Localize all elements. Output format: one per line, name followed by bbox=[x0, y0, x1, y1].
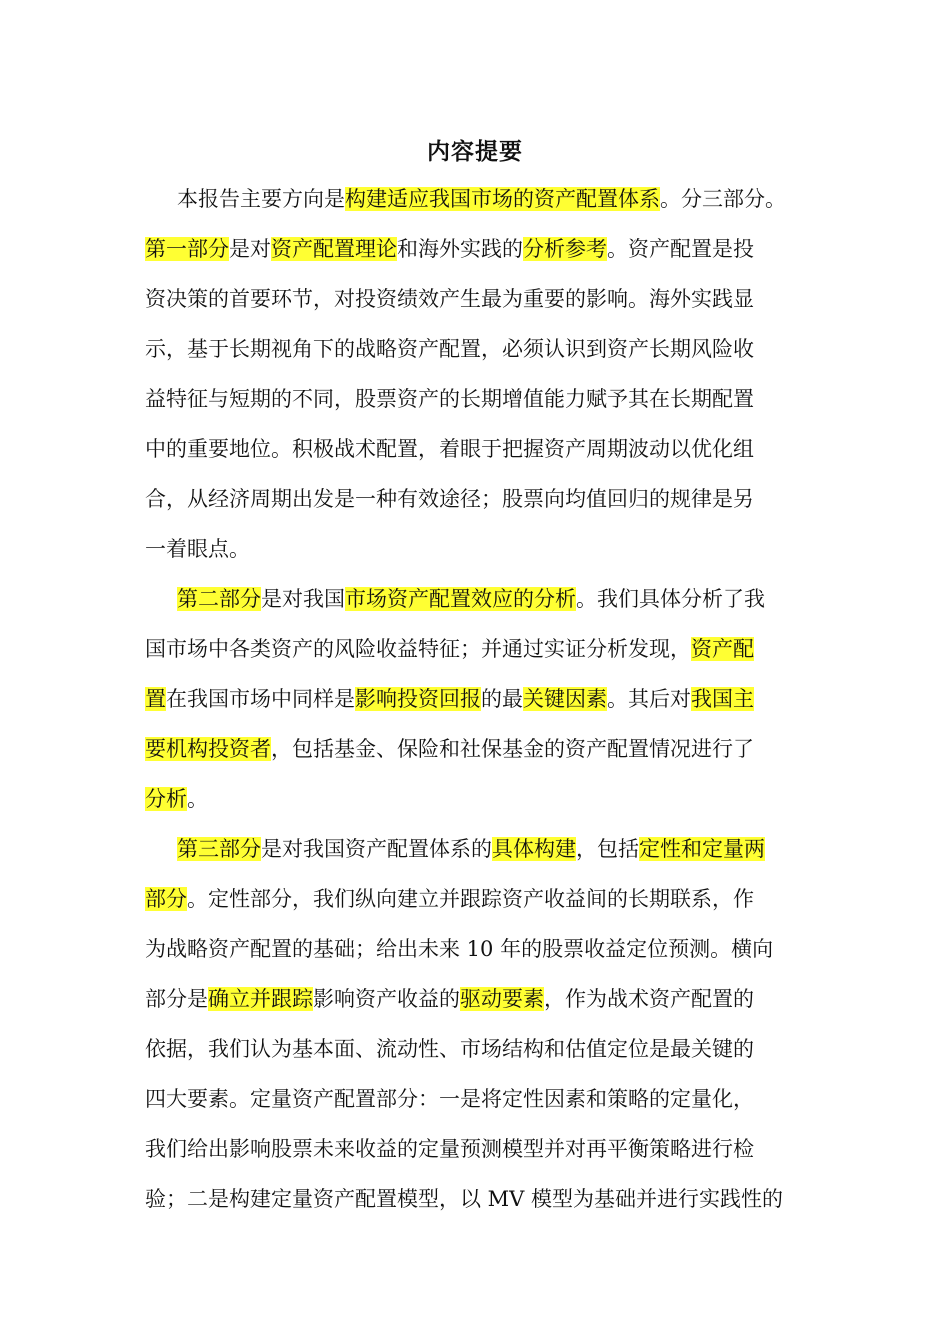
highlighted-text: 第一部分 bbox=[145, 237, 229, 261]
text-segment: 本报告主要方向是 bbox=[177, 187, 345, 211]
text-segment: 我们给出影响股票未来收益的定量预测模型并对再平衡策略进行检 bbox=[145, 1137, 754, 1161]
highlighted-text: 资产配 bbox=[691, 637, 754, 661]
highlighted-text: 关键因素 bbox=[523, 687, 607, 711]
text-segment: 为战略资产配置的基础；给出未来 10 年的股票收益定位预测。横向 bbox=[145, 937, 774, 961]
text-line-2 bbox=[145, 224, 845, 274]
text-segment: 合，从经济周期出发是一种有效途径；股票向均值回归的规律是另 bbox=[145, 487, 754, 511]
highlighted-text: 第三部分 bbox=[177, 837, 261, 861]
highlighted-text: 第二部分 bbox=[177, 587, 261, 611]
text-segment: ，包括 bbox=[576, 837, 639, 861]
highlighted-text: 构建适应我国市场的资产配置体系 bbox=[345, 187, 660, 211]
highlighted-text: 要机构投资者 bbox=[145, 737, 271, 761]
text-segment: 四大要素。定量资产配置部分：一是将定性因素和策略的定量化， bbox=[145, 1087, 754, 1111]
highlighted-text: 市场资产配置效应的分析 bbox=[345, 587, 576, 611]
text-segment: 。 bbox=[187, 787, 208, 811]
text-segment: ，包括基金、保险和社保基金的资产配置情况进行了 bbox=[271, 737, 754, 761]
text-line-4 bbox=[145, 324, 845, 374]
highlighted-text: 具体构建 bbox=[492, 837, 576, 861]
text-segment: 是对我国 bbox=[261, 587, 345, 611]
text-segment: 验；二是构建定量资产配置模型，以 MV 模型为基础并进行实践性的 bbox=[145, 1187, 784, 1211]
text-segment: 一着眼点。 bbox=[145, 537, 250, 561]
text-line-9 bbox=[177, 574, 877, 624]
text-line-14 bbox=[177, 824, 877, 874]
text-line-15 bbox=[145, 874, 845, 924]
text-line-5 bbox=[145, 374, 845, 424]
text-segment: 影响资产收益的 bbox=[313, 987, 460, 1011]
text-line-3 bbox=[145, 274, 845, 324]
highlighted-text: 分析参考 bbox=[523, 237, 607, 261]
text-segment: 是对我国资产配置体系的 bbox=[261, 837, 492, 861]
highlighted-text: 驱动要素 bbox=[460, 987, 544, 1011]
highlighted-text: 资产配置理论 bbox=[271, 237, 397, 261]
text-segment: 。其后对 bbox=[607, 687, 691, 711]
highlighted-text: 我国主 bbox=[691, 687, 754, 711]
highlighted-text: 确立并跟踪 bbox=[208, 987, 313, 1011]
text-line-18 bbox=[145, 1024, 845, 1074]
text-line-7 bbox=[145, 474, 845, 524]
text-line-20 bbox=[145, 1124, 845, 1174]
text-line-6 bbox=[145, 424, 845, 474]
highlighted-text: 影响投资回报 bbox=[355, 687, 481, 711]
highlighted-text: 部分 bbox=[145, 887, 187, 911]
text-segment: 。定性部分，我们纵向建立并跟踪资产收益间的长期联系，作 bbox=[187, 887, 754, 911]
text-line-1 bbox=[177, 174, 877, 224]
text-segment: 的最 bbox=[481, 687, 523, 711]
text-segment: 。我们具体分析了我 bbox=[576, 587, 765, 611]
text-segment: 资决策的首要环节，对投资绩效产生最为重要的影响。海外实践显 bbox=[145, 287, 754, 311]
text-segment: 依据，我们认为基本面、流动性、市场结构和估值定位是最关键的 bbox=[145, 1037, 754, 1061]
text-line-16 bbox=[145, 924, 845, 974]
text-line-12 bbox=[145, 724, 845, 774]
highlighted-text: 定性和定量两 bbox=[639, 837, 765, 861]
text-line-10 bbox=[145, 624, 845, 674]
text-line-8 bbox=[145, 524, 845, 574]
text-segment: 示，基于长期视角下的战略资产配置，必须认识到资产长期风险收 bbox=[145, 337, 754, 361]
text-segment: ，作为战术资产配置的 bbox=[544, 987, 754, 1011]
page-title: 内容提要 bbox=[427, 138, 523, 165]
highlighted-text: 置 bbox=[145, 687, 166, 711]
text-segment: 。资产配置是投 bbox=[607, 237, 754, 261]
text-segment: 。分三部分。 bbox=[660, 187, 786, 211]
text-segment: 在我国市场中同样是 bbox=[166, 687, 355, 711]
text-line-17 bbox=[145, 974, 845, 1024]
text-segment: 是对 bbox=[229, 237, 271, 261]
text-segment: 和海外实践的 bbox=[397, 237, 523, 261]
text-segment: 国市场中各类资产的风险收益特征；并通过实证分析发现， bbox=[145, 637, 691, 661]
text-segment: 部分是 bbox=[145, 987, 208, 1011]
text-line-21 bbox=[145, 1174, 845, 1224]
text-line-11 bbox=[145, 674, 845, 724]
highlighted-text: 分析 bbox=[145, 787, 187, 811]
text-line-13 bbox=[145, 774, 845, 824]
text-segment: 益特征与短期的不同，股票资产的长期增值能力赋予其在长期配置 bbox=[145, 387, 754, 411]
text-segment: 中的重要地位。积极战术配置，着眼于把握资产周期波动以优化组 bbox=[145, 437, 754, 461]
text-line-19 bbox=[145, 1074, 845, 1124]
